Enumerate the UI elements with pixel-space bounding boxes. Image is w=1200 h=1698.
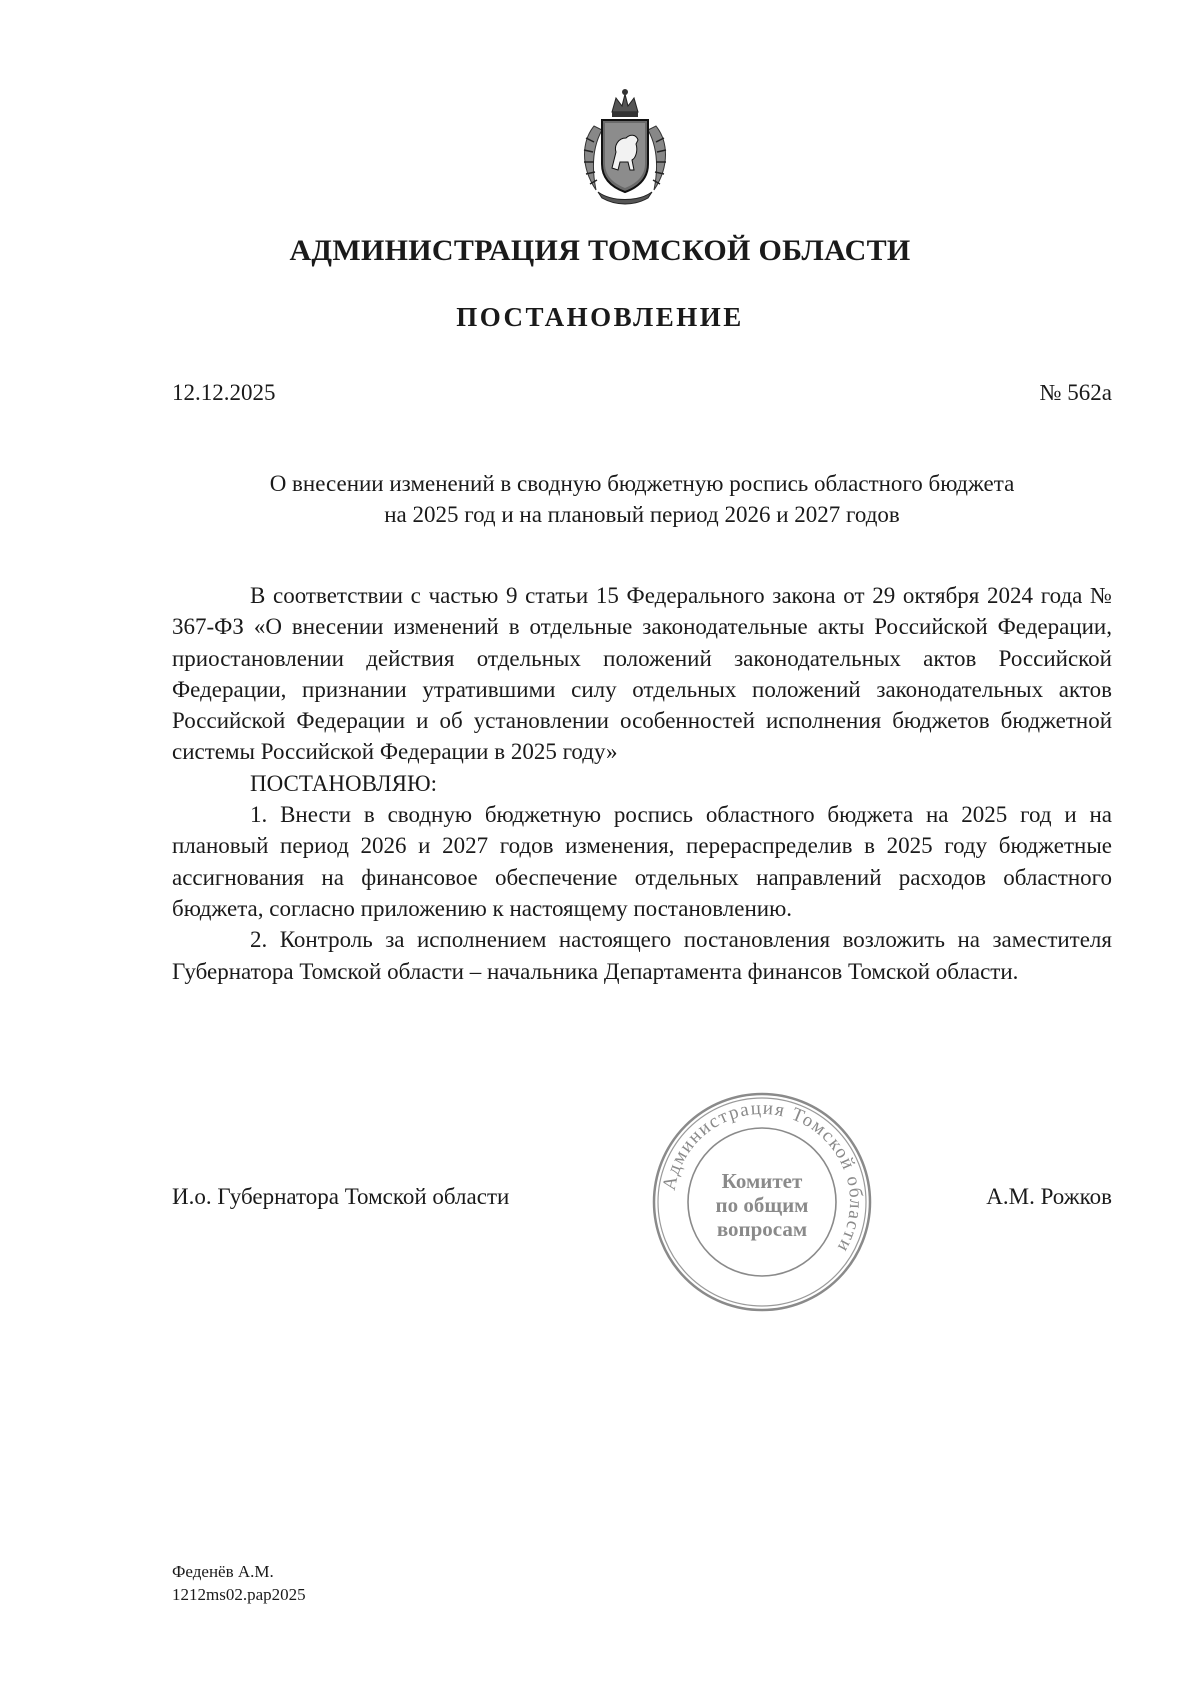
signer-title: И.о. Губернатора Томской области xyxy=(172,1184,510,1209)
organization-title: АДМИНИСТРАЦИЯ ТОМСКОЙ ОБЛАСТИ xyxy=(289,234,911,267)
document-number: № 562а xyxy=(1039,380,1112,405)
subject-line-1: О внесении изменений в сводную бюджетную роспись областного бюджета xyxy=(269,471,1015,496)
signer-name: А.М. Рожков xyxy=(986,1184,1112,1209)
item-2-paragraph: 2. Контроль за исполнением настоящего постановления возложить на заместителя Губернатора Томской области – начальника Департамента финансов Томской области. xyxy=(172,927,1112,984)
item-1-paragraph: 1. Внести в сводную бюджетную роспись областного бюджета на 2025 год и на плановый период 2026 и 2027 годов изменения, перераспределив в 2025 году бюджетные ассигнования на финансовое обеспечение отдельных направлений расходов областного бюджета, согласно приложению к настоящему постановлению. xyxy=(172,802,1112,921)
decree-word: ПОСТАНОВЛЯЮ: xyxy=(250,770,438,796)
stamp-center-line-1: Комитет xyxy=(721,1169,803,1193)
document-body xyxy=(172,580,1112,987)
preamble-paragraph: В соответствии с частью 9 статьи 15 Федерального закона от 29 октября 2024 года № 367-ФЗ «О внесении изменений в отдельные законодательные акты Российской Федерации, приостановлении действия отдельных положений законодательных актов Российской Федерации, признании утратившими силу отдельных положений законодательных актов Российской Федерации и об установлении особенностей исполнения бюджетов бюджетной системы Российской Федерации в 2025 году» xyxy=(172,583,1112,765)
document-subject xyxy=(172,468,1112,530)
document-date: 12.12.2025 xyxy=(172,380,276,405)
official-stamp xyxy=(648,1088,876,1316)
executor-name: Феденёв А.М. xyxy=(172,1562,274,1581)
stamp-center-line-3: вопросам xyxy=(716,1217,808,1241)
subject-line-2: на 2025 год и на плановый период 2026 и 2027 годов xyxy=(384,502,900,527)
stamp-center-line-2: по общим xyxy=(715,1193,809,1217)
executor-file-code: 1212ms02.pap2025 xyxy=(172,1585,306,1604)
executor-block xyxy=(172,1560,306,1606)
stamp-ring-text: Администрация Томской области xyxy=(658,1097,867,1257)
coat-of-arms-emblem xyxy=(572,86,678,208)
document-type-title: ПОСТАНОВЛЕНИЕ xyxy=(456,302,744,332)
